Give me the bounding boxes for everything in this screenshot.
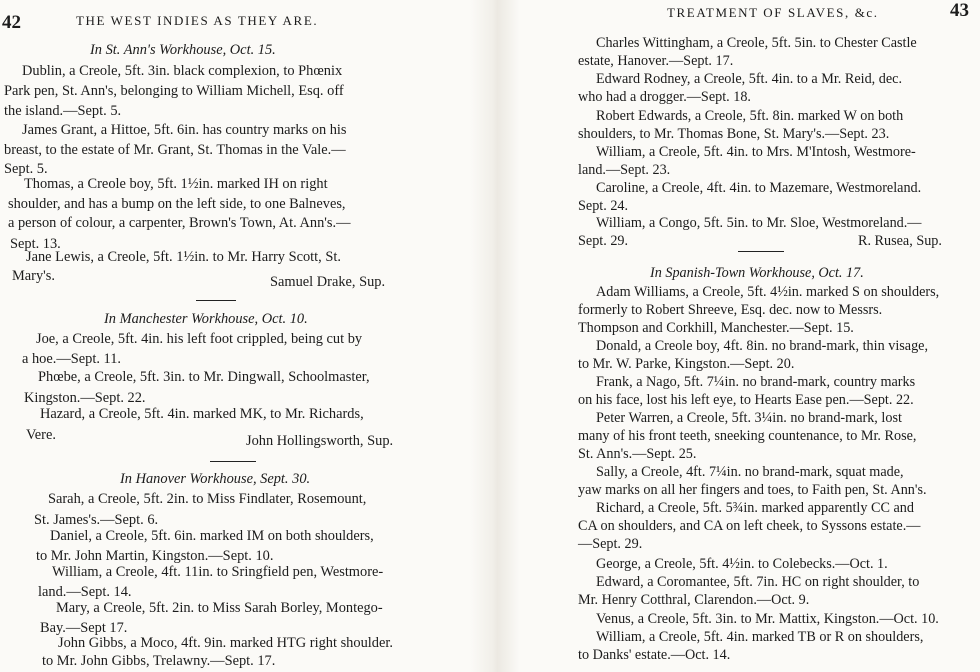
running-head: TREATMENT OF SLAVES, &c. <box>667 5 879 20</box>
text-line: Vere. <box>26 427 56 443</box>
text-line: Hazard, a Creole, 5ft. 4in. marked MK, to Mr. Richards, <box>40 406 364 422</box>
text-line: Sept. 5. <box>4 161 48 177</box>
text-line: Thompson and Corkhill, Manchester.—Sept. 15. <box>578 320 854 336</box>
text-line: Venus, a Creole, 5ft. 3in. to Mr. Mattix, Kingston.—Oct. 10. <box>596 611 939 627</box>
text-line: Edward, a Coromantee, 5ft. 7in. HC on right shoulder, to <box>596 574 920 590</box>
text-line: Joe, a Creole, 5ft. 4in. his left foot crippled, being cut by <box>36 331 363 347</box>
text-line: shoulders, to Mr. Thomas Bone, St. Mary's.—Sept. 23. <box>578 126 890 142</box>
text-line: on his face, lost his left eye, to Hearts Ease pen.—Sept. 22. <box>578 392 914 408</box>
text-line: Park pen, St. Ann's, belonging to William Michell, Esq. off <box>4 83 344 99</box>
text-line: to Mr. W. Parke, Kingston.—Sept. 20. <box>578 356 795 372</box>
text-line: yaw marks on all her fingers and toes, to Faith pen, St. Ann's. <box>578 482 927 498</box>
text-line: Robert Edwards, a Creole, 5ft. 8in. marked W on both <box>596 108 904 124</box>
text-line: St. Ann's.—Sept. 25. <box>578 446 697 462</box>
text-line: George, a Creole, 5ft. 4½in. to Colebecks.—Oct. 1. <box>596 556 888 572</box>
signature: R. Rusea, Sup. <box>858 233 942 249</box>
text-line: Sarah, a Creole, 5ft. 2in. to Miss Findlater, Rosemount, <box>48 491 367 507</box>
text-line: Charles Wittingham, a Creole, 5ft. 5in. to Chester Castle <box>596 35 917 51</box>
section-divider <box>210 461 256 462</box>
page-number: 43 <box>950 0 969 21</box>
text-line: Peter Warren, a Creole, 5ft. 3¼in. no brand-mark, lost <box>596 410 902 426</box>
section-divider <box>738 251 784 252</box>
text-line: shoulder, and has a bump on the left side, to one Balneves, <box>8 196 346 212</box>
text-line: Dublin, a Creole, 5ft. 3in. black complexion, to Phœnix <box>22 63 343 79</box>
text-line: Mary, a Creole, 5ft. 2in. to Miss Sarah Borley, Montego- <box>56 600 383 616</box>
text-line: Thomas, a Creole boy, 5ft. 1½in. marked IH on right <box>24 176 328 192</box>
text-line: estate, Hanover.—Sept. 17. <box>578 53 734 69</box>
section-heading: In St. Ann's Workhouse, Oct. 15. <box>90 42 276 58</box>
page-number: 42 <box>2 12 21 33</box>
text-line: who had a drogger.—Sept. 18. <box>578 89 751 105</box>
text-line: formerly to Robert Shreeve, Esq. dec. now to Messrs. <box>578 302 883 318</box>
text-line: James Grant, a Hittoe, 5ft. 6in. has country marks on his <box>22 122 347 138</box>
text-line: William, a Congo, 5ft. 5in. to Mr. Sloe, Westmoreland.— <box>596 215 922 231</box>
text-line: Sept. 13. <box>10 236 61 252</box>
text-line: many of his front teeth, sneeking countenance, to Mr. Rose, <box>578 428 917 444</box>
signature: John Hollingsworth, Sup. <box>246 433 394 449</box>
text-line: Sept. 29. <box>578 233 629 249</box>
section-heading: In Hanover Workhouse, Sept. 30. <box>120 471 311 487</box>
text-line: the island.—Sept. 5. <box>4 103 122 119</box>
text-line: a person of colour, a carpenter, Brown's Town, At. Ann's.— <box>8 215 351 231</box>
text-line: CA on shoulders, and CA on left cheek, to Syssons estate.— <box>578 518 921 534</box>
text-line: Adam Williams, a Creole, 5ft. 4½in. marked S on shoulders, <box>596 284 940 300</box>
text-line: Edward Rodney, a Creole, 5ft. 4in. to a Mr. Reid, dec. <box>596 71 903 87</box>
text-line: Sally, a Creole, 4ft. 7¼in. no brand-mark, squat made, <box>596 464 904 480</box>
text-line: Phœbe, a Creole, 5ft. 3in. to Mr. Dingwall, Schoolmaster, <box>38 369 370 385</box>
text-line: Frank, a Nago, 5ft. 7¼in. no brand-mark, country marks <box>596 374 916 390</box>
section-heading: In Spanish-Town Workhouse, Oct. 17. <box>650 265 864 281</box>
section-divider <box>196 300 236 301</box>
text-line: Jane Lewis, a Creole, 5ft. 1½in. to Mr. Harry Scott, St. <box>26 249 341 265</box>
right-page <box>520 0 980 672</box>
text-line: to Mr. John Gibbs, Trelawny.—Sept. 17. <box>42 653 276 669</box>
text-line: Mary's. <box>12 268 55 284</box>
text-line: Caroline, a Creole, 4ft. 4in. to Mazemare, Westmoreland. <box>596 180 922 196</box>
text-line: Mr. Henry Cotthral, Clarendon.—Oct. 9. <box>578 592 810 608</box>
text-line: St. James's.—Sept. 6. <box>34 512 159 528</box>
text-line: Daniel, a Creole, 5ft. 6in. marked IM on both shoulders, <box>50 528 374 544</box>
text-line: —Sept. 29. <box>578 536 643 552</box>
text-line: William, a Creole, 4ft. 11in. to Sringfield pen, Westmore- <box>52 564 384 580</box>
text-line: to Mr. John Martin, Kingston.—Sept. 10. <box>36 548 274 564</box>
text-line: land.—Sept. 23. <box>578 162 671 178</box>
text-line: Bay.—Sept 17. <box>40 620 128 636</box>
left-page <box>0 0 470 672</box>
book-gutter <box>470 0 520 672</box>
text-line: a hoe.—Sept. 11. <box>22 351 121 367</box>
text-line: William, a Creole, 5ft. 4in. to Mrs. M'Intosh, Westmore- <box>596 144 916 160</box>
text-line: Donald, a Creole boy, 4ft. 8in. no brand-mark, thin visage, <box>596 338 929 354</box>
text-line: William, a Creole, 5ft. 4in. marked TB or R on shoulders, <box>596 629 924 645</box>
signature: Samuel Drake, Sup. <box>270 274 386 290</box>
text-line: Richard, a Creole, 5ft. 5¾in. marked apparently CC and <box>596 500 914 516</box>
running-head: THE WEST INDIES AS THEY ARE. <box>76 13 319 28</box>
text-line: breast, to the estate of Mr. Grant, St. Thomas in the Vale.— <box>4 142 346 158</box>
section-heading: In Manchester Workhouse, Oct. 10. <box>104 311 308 327</box>
text-line: John Gibbs, a Moco, 4ft. 9in. marked HTG right shoulder. <box>58 635 393 651</box>
text-line: to Danks' estate.—Oct. 14. <box>578 647 731 663</box>
text-line: Sept. 24. <box>578 198 629 214</box>
text-line: Kingston.—Sept. 22. <box>24 390 146 406</box>
text-line: land.—Sept. 14. <box>38 584 132 600</box>
